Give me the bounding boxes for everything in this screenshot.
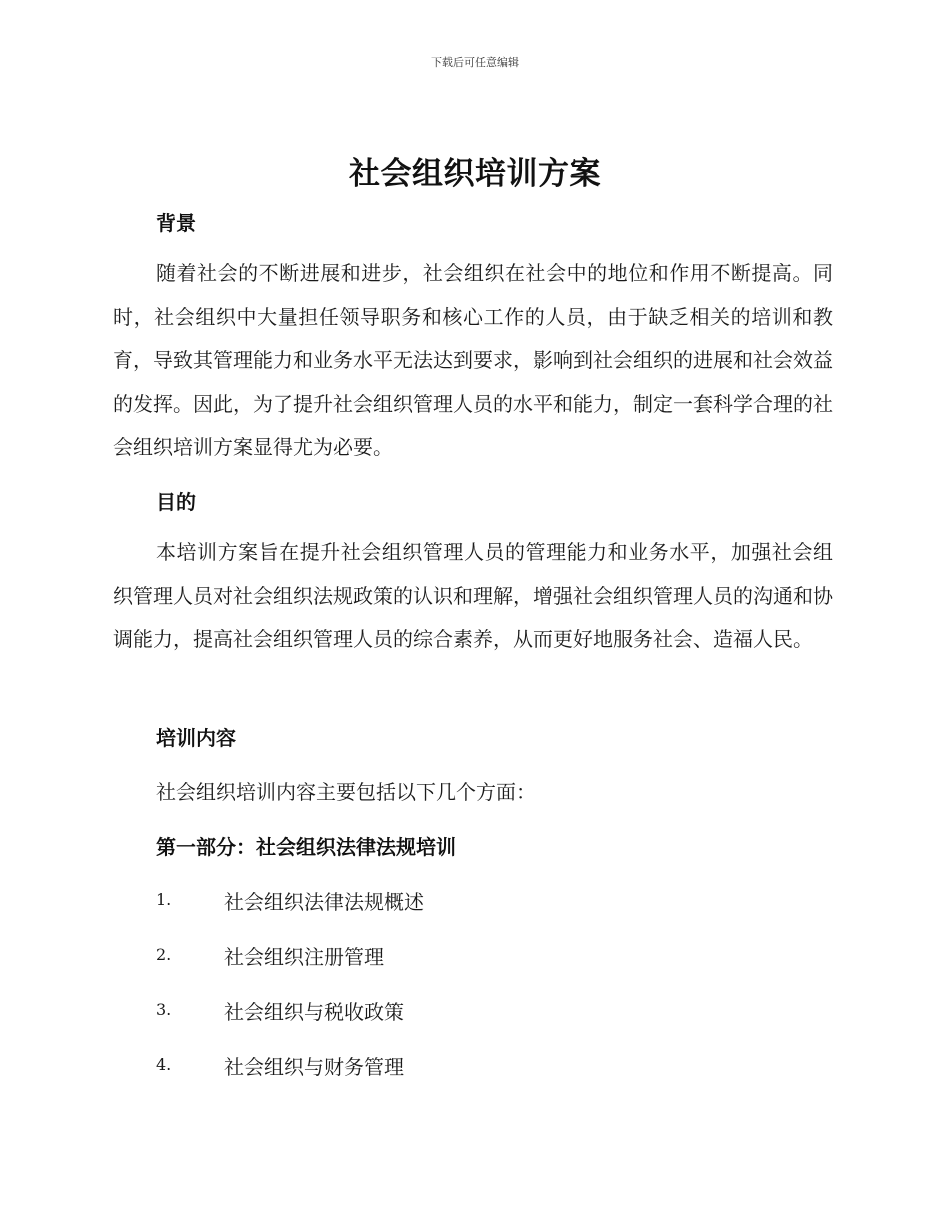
section-heading-content: 培训内容 xyxy=(156,726,236,750)
section-heading-purpose: 目的 xyxy=(156,490,196,514)
list-item-number: 2. xyxy=(156,945,172,964)
paragraph-background: 随着社会的不断进展和进步，社会组织在社会中的地位和作用不断提高。同时，社会组织中大量担任领导职务和核心工作的人员，由于缺乏相关的培训和教育，导致其管理能力和业务水平无法达到要求，影响到社会组织的进展和社会效益的发挥。因此，为了提升社会组织管理人员的水平和能力，制定一套科学合理的社会组织培训方案显得尤为必要。 xyxy=(113,261,833,459)
list-item-text: 社会组织法律法规概述 xyxy=(224,890,424,914)
list-item-text: 社会组织与税收政策 xyxy=(224,1000,404,1024)
list-item-text: 社会组织注册管理 xyxy=(224,945,384,969)
section-heading-background: 背景 xyxy=(156,211,196,235)
list-item-number: 4. xyxy=(156,1055,172,1074)
list-item-number: 1. xyxy=(156,890,172,909)
part1-heading: 第一部分：社会组织法律法规培训 xyxy=(156,835,456,859)
content-intro: 社会组织培训内容主要包括以下几个方面： xyxy=(156,780,536,804)
list-item-number: 3. xyxy=(156,1000,172,1019)
paragraph-purpose: 本培训方案旨在提升社会组织管理人员的管理能力和业务水平，加强社会组织管理人员对社会组织法规政策的认识和理解，增强社会组织管理人员的沟通和协调能力，提高社会组织管理人员的综合素养，从而更好地服务社会、造福人民。 xyxy=(113,540,833,651)
document-title: 社会组织培训方案 xyxy=(349,156,601,192)
header-note: 下载后可任意编辑 xyxy=(431,56,519,69)
list-item-text: 社会组织与财务管理 xyxy=(224,1055,404,1079)
